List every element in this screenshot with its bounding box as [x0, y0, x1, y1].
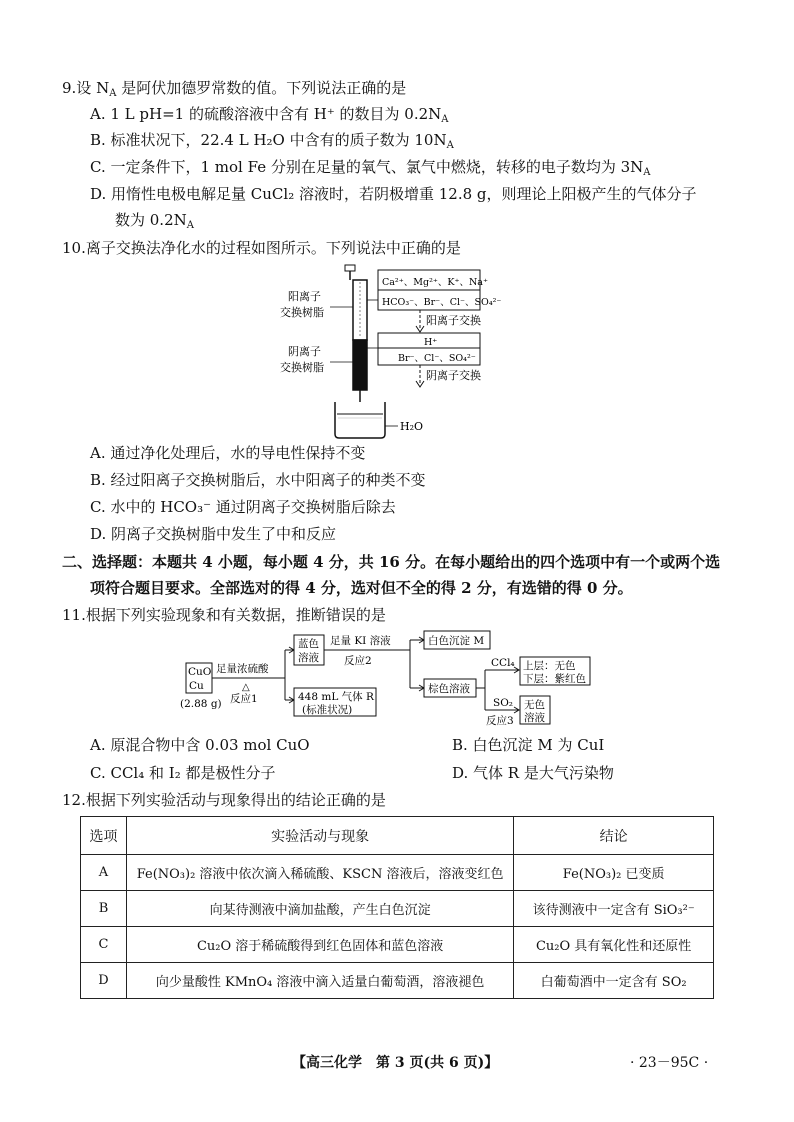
q9-stem-sub: A — [109, 88, 117, 99]
q9-a-text: A. 1 L pH=1 的硫酸溶液中含有 H⁺ 的数目为 0.2N — [90, 105, 442, 123]
row-b-conclusion: 该待测液中一定含有 SiO₃²⁻ — [514, 891, 714, 927]
q9-d-text: D. 用惰性电极电解足量 CuCl₂ 溶液时，若阴极增重 12.8 g，则理论上阳极产生的气体分子 — [90, 185, 697, 203]
row-d-conclusion: 白葡萄酒中一定含有 SO₂ — [514, 963, 714, 999]
anion-label-2: 交换树脂 — [280, 361, 324, 374]
q11-stem: 11.根据下列实验现象和有关数据，推断错误的是 — [62, 606, 386, 624]
step2-label: 阴离子交换 — [426, 369, 481, 382]
q9-option-c — [90, 157, 651, 183]
row-d-activity: 向少量酸性 KMnO₄ 溶液中滴入适量白葡萄酒，溶液褪色 — [126, 963, 513, 999]
q10-option-b: B. 经过阳离子交换树脂后，水中阳离子的种类不变 — [90, 471, 426, 489]
box1-row2: HCO₃⁻、Br⁻、Cl⁻、SO₄²⁻ — [382, 297, 502, 308]
q10-stem: 10.离子交换法净化水的过程如图所示。下列说法中正确的是 — [62, 239, 461, 257]
row-c-option: C — [81, 927, 127, 963]
colorless-1: 无色 — [524, 699, 545, 711]
beaker — [335, 402, 385, 438]
gas-2: (标准状况) — [302, 704, 353, 716]
q9-d2-text: 数为 0.2N — [115, 211, 187, 229]
reaction-flow-diagram — [180, 630, 620, 730]
q9-b-text: B. 标准状况下，22.4 L H₂O 中含有的质子数为 10N — [90, 131, 447, 149]
tap-icon — [345, 265, 355, 271]
table-header-row — [81, 817, 714, 855]
cation-label-2: 交换树脂 — [280, 306, 324, 319]
reagent2: 足量 KI 溶液 — [330, 635, 391, 647]
cation-label-1: 阳离子 — [288, 290, 321, 303]
results-table — [80, 816, 714, 999]
brown-solution: 棕色溶液 — [428, 683, 470, 695]
q11-option-c: C. CCl₄ 和 I₂ 都是极性分子 — [90, 764, 276, 782]
row-d-option: D — [81, 963, 127, 999]
row-c-activity: Cu₂O 溶于稀硫酸得到红色固体和蓝色溶液 — [126, 927, 513, 963]
q9-d2-sub: A — [186, 220, 194, 231]
water-label: H₂O — [400, 420, 424, 433]
q11-option-a: A. 原混合物中含 0.03 mol CuO — [90, 736, 310, 754]
page-footer-center: 【高三化学 第 3 页(共 6 页)】 — [292, 1055, 499, 1071]
section2-line2: 项符合题目要求。全部选对的得 4 分，选对但不全的得 2 分，有选错的得 0 分。 — [90, 579, 633, 597]
reagent1: 足量浓硫酸 — [216, 663, 269, 675]
box2-row2: Br⁻、Cl⁻、SO₄²⁻ — [398, 353, 476, 364]
row-b-activity: 向某待测液中滴加盐酸，产生白色沉淀 — [126, 891, 513, 927]
white-ppt: 白色沉淀 M — [428, 635, 485, 647]
q9-option-d — [90, 184, 697, 204]
gas-1: 448 mL 气体 R — [298, 691, 374, 703]
q9-option-b — [90, 130, 454, 156]
q10-option-d: D. 阴离子交换树脂中发生了中和反应 — [90, 525, 337, 543]
q9-stem — [62, 78, 406, 104]
mix-mass: (2.88 g) — [180, 698, 222, 710]
blue-2: 溶液 — [298, 652, 319, 664]
layer-lower: 下层：紫红色 — [523, 673, 586, 685]
colorless-2: 溶液 — [524, 712, 545, 724]
anion-label-1: 阴离子 — [288, 345, 321, 358]
q10-option-c: C. 水中的 HCO₃⁻ 通过阴离子交换树脂后除去 — [90, 498, 396, 516]
q9-c-text: C. 一定条件下，1 mol Fe 分别在足量的氧气、氯气中燃烧，转移的电子数均为 3N — [90, 158, 644, 176]
q9-c-sub: A — [643, 167, 651, 178]
q9-option-a — [90, 104, 449, 130]
ion-exchange-diagram — [280, 262, 510, 442]
q9-stem-rest: 是阿伏加德罗常数的值。下列说法正确的是 — [116, 79, 407, 97]
header-conclusion: 结论 — [514, 817, 714, 855]
row-a-activity: Fe(NO₃)₂ 溶液中依次滴入稀硫酸、KSCN 溶液后，溶液变红色 — [126, 855, 513, 891]
reaction1-label: 反应1 — [230, 693, 258, 705]
section2-line1: 二、选择题：本题共 4 小题，每小题 4 分，共 16 分。在每小题给出的四个选项中有一个或两个选 — [62, 553, 721, 571]
q9-option-d-cont — [115, 210, 194, 236]
table-row — [81, 891, 714, 927]
reaction2-label: 反应2 — [344, 655, 372, 667]
so2-label: SO₂ — [493, 697, 514, 709]
heat-symbol: △ — [242, 682, 250, 693]
ccl4-label: CCl₄ — [491, 657, 515, 669]
row-c-conclusion: Cu₂O 具有氧化性和还原性 — [514, 927, 714, 963]
header-activity: 实验活动与现象 — [126, 817, 513, 855]
reaction3-label: 反应3 — [486, 715, 514, 727]
table-row — [81, 855, 714, 891]
table-row — [81, 963, 714, 999]
step1-label: 阳离子交换 — [426, 314, 481, 327]
page-footer-code: · 23－95C · — [630, 1055, 709, 1071]
q10-option-a: A. 通过净化处理后，水的导电性保持不变 — [90, 444, 366, 462]
q9-a-sub: A — [441, 114, 449, 125]
table-row — [81, 927, 714, 963]
q12-stem: 12.根据下列实验活动与现象得出的结论正确的是 — [62, 791, 386, 809]
blue-1: 蓝色 — [298, 638, 319, 650]
anion-resin-column — [353, 340, 367, 390]
mix-cuo: CuO — [188, 666, 212, 678]
header-option: 选项 — [81, 817, 127, 855]
q9-stem-text: 9.设 N — [62, 79, 110, 97]
layer-upper: 上层：无色 — [523, 660, 576, 672]
row-a-conclusion: Fe(NO₃)₂ 已变质 — [514, 855, 714, 891]
row-a-option: A — [81, 855, 127, 891]
box2-row1: H⁺ — [424, 337, 438, 348]
q11-option-d: D. 气体 R 是大气污染物 — [452, 764, 614, 782]
q9-b-sub: A — [446, 140, 454, 151]
mix-cu: Cu — [189, 680, 204, 692]
row-b-option: B — [81, 891, 127, 927]
box1-row1: Ca²⁺、Mg²⁺、K⁺、Na⁺ — [382, 277, 488, 288]
q11-option-b: B. 白色沉淀 M 为 CuI — [452, 736, 605, 754]
